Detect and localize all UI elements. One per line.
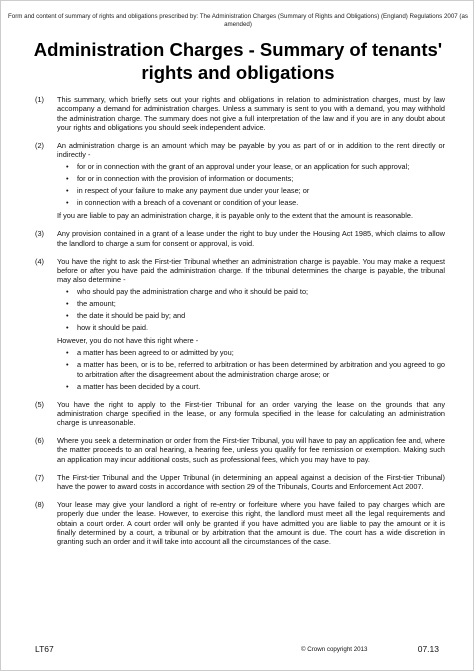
section-text: Where you seek a determination or order from the First-tier Tribunal, you will have to pay an application fee and, where the matter proceeds to an oral hearing, a hearing fee, unless you qualify for fee remission or exemption. Making such an application may incur additional costs, such as professional fees, which you may have to pay. [57,436,445,464]
section-number: (6) [35,436,44,446]
bullet-item: • in respect of your failure to make any payment due under your lease; or [57,186,445,195]
section-text: This summary, which briefly sets out your rights and obligations in relation to administration charges, must by law accompany a demand for administration charges. Unless a summary is sent to you with a demand, you may withhold the administration charge. The summary does not give a full interpretation of the law and if you are in any doubt about your rights and obligations you should seek independent advice. [57,95,445,133]
bullet-item: • who should pay the administration charge and who it should be paid to; [57,287,445,296]
sections [35,95,445,555]
section-5 [35,400,445,428]
section-7 [35,473,445,492]
form-code: LT67 [35,644,54,654]
page-title: Administration Charges - Summary of tenants' rights and obligations [33,39,443,83]
section-text: The First-tier Tribunal and the Upper Tribunal (in determining an appeal against a decision of the First-tier Tribunal) have the power to award costs in accordance with section 29 of the Tribunals, Courts and Enforcement Act 2007. [57,472,445,492]
bullet-list-exceptions [57,348,445,391]
section-text: An administration charge is an amount which may be payable by you as part of or in addition to the rent directly or indirectly - [57,140,445,160]
copyright-notice: © Crown copyright 2013 [301,646,368,653]
section-4 [35,257,445,391]
section-number: (7) [35,472,44,482]
bullet-item: • a matter has been, or is to be, referred to arbitration or has been determined by arbitration and you agreed to go to arbitration after the disagreement about the administration charge arose; or [57,360,445,379]
section-text: Your lease may give your landlord a right of re-entry or forfeiture where you have failed to pay charges which are properly due under the lease. However, to exercise this right, the landlord must meet all the legal requirements and obtain a court order. A court order will only be granted if you have admitted you are liable to pay the amount or it is finally determined by a court, a tribunal or by arbitration that the amount is due. The court has a wide discretion in granting such an order and it will take into account all the circumstances of the case. [57,500,445,547]
section-1 [35,95,445,132]
section-number: (8) [35,500,44,510]
section-number: (1) [35,95,44,104]
header-note: Form and content of summary of rights and obligations prescribed by: The Administration Charges (Summary of Rights and Obligations) (England) Regulations 2007 (as amended) [7,13,469,28]
bullet-item: • a matter has been decided by a court. [57,382,445,391]
bullet-item: • how it should be paid. [57,323,445,332]
section-2 [35,141,445,221]
section-number: (3) [35,229,44,239]
form-version: 07.13 [417,644,439,654]
section-text: You have the right to apply to the First-tier Tribunal for an order varying the lease on the grounds that any administration charge specified in the lease, or any formula specified in the lease for calculating an administration charge is unreasonable. [57,399,445,428]
section-after-text: If you are liable to pay an administration charge, it is payable only to the extent that the amount is reasonable. [57,211,413,221]
bullet-item: • for or in connection with the grant of an approval under your lease, or an application for such approval; [57,162,445,171]
section-after-text: However, you do not have this right where - [57,336,199,346]
bullet-list [57,162,445,207]
section-text: You have the right to ask the First-tier Tribunal whether an administration charge is payable. You may make a request before or after you have paid the administration charge. If the tribunal determines the charge is payable, the tribunal may also determine - [57,256,445,285]
section-3 [35,229,445,248]
bullet-item: • a matter has been agreed to or admitted by you; [57,348,445,357]
section-number: (5) [35,399,44,409]
section-8 [35,500,445,547]
section-6 [35,436,445,464]
bullet-item: • the amount; [57,299,445,308]
bullet-list [57,287,445,332]
bullet-item: • for or in connection with the provision of information or documents; [57,174,445,183]
bullet-item: • the date it should be paid by; and [57,311,445,320]
section-number: (2) [35,140,44,150]
section-text: Any provision contained in a grant of a lease under the right to buy under the Housing Act 1985, which claims to allow the landlord to charge a sum for consent or approval, is void. [57,229,445,248]
section-number: (4) [35,256,44,266]
bullet-item: • in connection with a breach of a covenant or condition of your lease. [57,198,445,207]
